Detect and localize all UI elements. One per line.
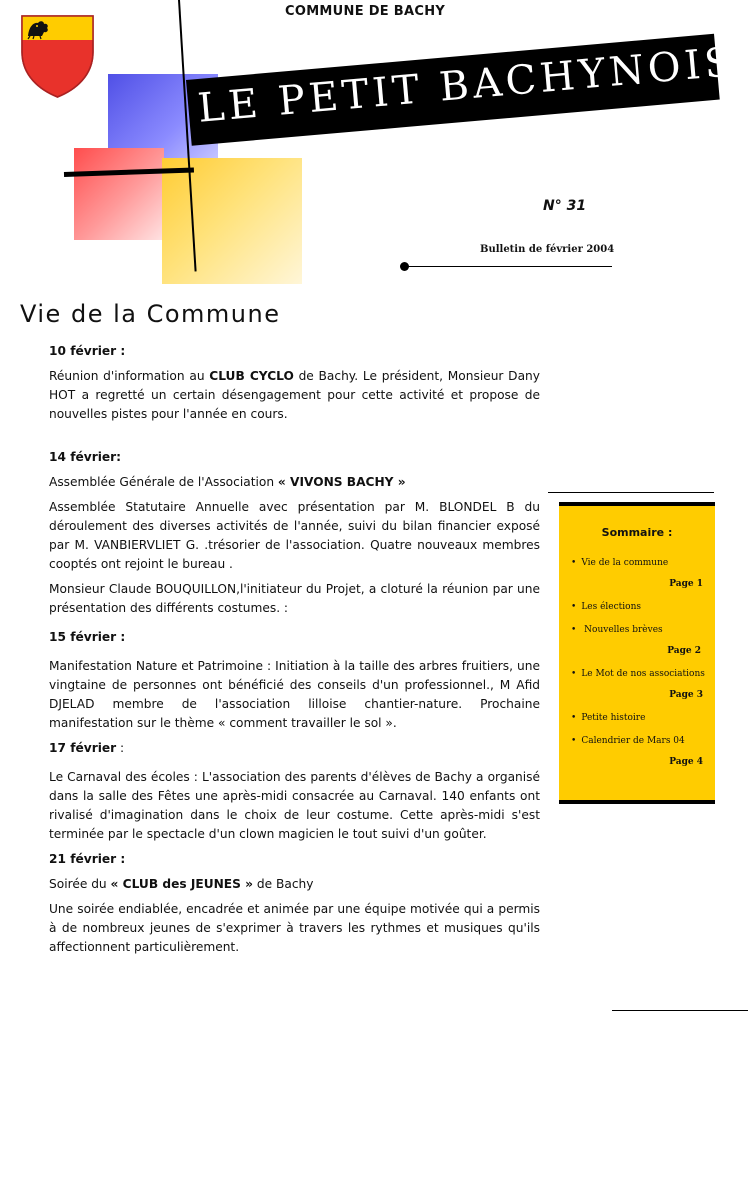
text-span: Assemblée Générale de l'Association <box>49 475 278 489</box>
text-span: de Bachy <box>253 877 314 891</box>
entry-intro <box>49 875 540 894</box>
entry-date-line <box>49 628 540 647</box>
coat-of-arms-lion-icon <box>20 14 95 98</box>
text-span: de Bachy. Le président, Monsieur Dany HOT a regretté un certain désengagement pour cette activité et propose de nouvelles pistes pour l'année en cours. <box>49 369 540 421</box>
toc-page: Page 1 <box>669 579 703 589</box>
toc-item[interactable]: • Petite histoire <box>571 713 645 723</box>
yellow-square-decoration <box>162 158 302 284</box>
entry-date: 17 février <box>49 741 117 755</box>
text-span: : <box>116 741 125 755</box>
entry-paragraph <box>49 367 540 424</box>
entry-paragraph: Manifestation Nature et Patrimoine : Initiation à la taille des arbres fruitiers, une vingtaine de personnes ont bénéficié des conseils d'un professionnel., M Afid DJELAD membre de l'association lilloise chantier-nature. Prochaine manifestation sur le thème « comment travailler le sol ». <box>49 659 540 730</box>
bottom-rule <box>612 1010 748 1011</box>
text-span: Réunion d'information au <box>49 369 210 383</box>
entry-paragraph: Le Carnaval des écoles : L'association des parents d'élèves de Bachy a organisé dans la salle des Fêtes une après-midi consacrée au Carnaval. 140 enfants ont rivalisé d'imagination dans le choix de leur costume. Cette après-midi s'est terminée par le spectacle d'un clown magicien le tout suivi d'un goûter. <box>49 770 540 841</box>
entry-date: 15 février <box>49 630 117 644</box>
entry-paragraph: Une soirée endiablée, encadrée et animée par une équipe motivée qui a permis à de nombreux jeunes de s'exprimer à travers les rythmes et musiques qu'ils affectionnent particulièrement. <box>49 902 540 954</box>
commune-label: COMMUNE DE BACHY <box>285 4 446 19</box>
text-span: : <box>116 630 126 644</box>
bulletin-date: Bulletin de février 2004 <box>480 244 615 255</box>
entry-intro <box>49 473 540 492</box>
toc-page: Page 4 <box>669 757 703 767</box>
text-span: Soirée du <box>49 877 111 891</box>
entry-date-line <box>49 739 540 758</box>
issue-number: N° 31 <box>543 198 587 214</box>
article-body <box>49 342 540 957</box>
club-name: CLUB CYCLO <box>209 369 294 383</box>
red-square-decoration <box>74 148 164 240</box>
toc-item[interactable]: • Nouvelles brèves <box>571 625 663 635</box>
bulletin-rule <box>404 266 612 267</box>
section-title: Vie de la Commune <box>20 300 281 328</box>
toc-item[interactable]: • Vie de la commune <box>571 558 668 568</box>
association-name: « VIVONS BACHY » <box>277 475 406 489</box>
newsletter-title: LE PETIT BACHYNOIS <box>196 38 738 132</box>
toc-page: Page 3 <box>669 690 703 700</box>
table-of-contents <box>559 502 715 804</box>
entry-date: 10 février : <box>49 344 126 358</box>
sidebar-rule <box>548 492 714 493</box>
toc-page: Page 2 <box>667 646 701 656</box>
entry-paragraph: Monsieur Claude BOUQUILLON,l'initiateur du Projet, a cloturé la réunion par une présentation des différents costumes. : <box>49 582 540 615</box>
toc-item[interactable]: • Les élections <box>571 602 641 612</box>
club-name: « CLUB des JEUNES » <box>110 877 254 891</box>
toc-item[interactable]: • Le Mot de nos associations <box>571 669 705 679</box>
toc-item[interactable]: • Calendrier de Mars 04 <box>571 736 685 746</box>
entry-date: 21 février : <box>49 852 126 866</box>
entry-paragraph: Assemblée Statutaire Annuelle avec présentation par M. BLONDEL B du déroulement des diverses activités de l'année, suivi du bilan financier exposé par M. VANBIERVLIET G. .trésorier de l'association. Quatre nouveaux membres cooptés ont rejoint le bureau . <box>49 500 540 571</box>
toc-title: Sommaire : <box>601 526 673 539</box>
entry-date: 14 février: <box>49 450 122 464</box>
